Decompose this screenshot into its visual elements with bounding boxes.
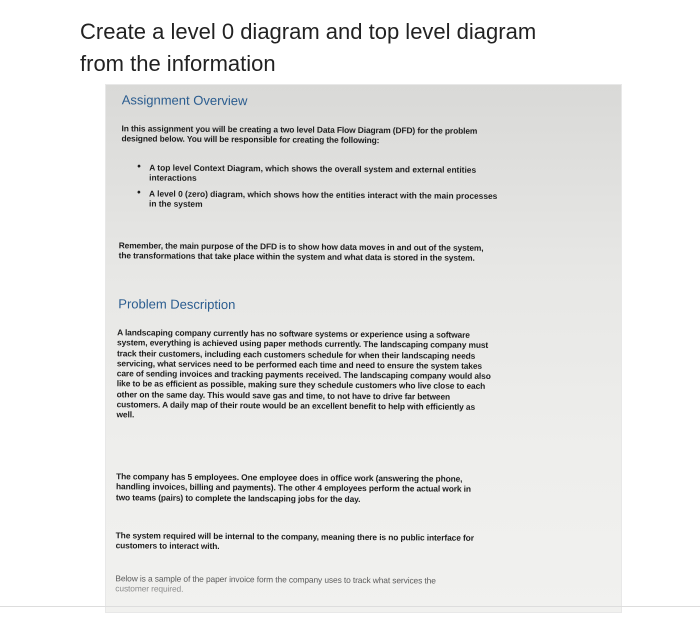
bullet-line: interactions xyxy=(149,172,197,184)
problem-line: care of sending invoices and tracking payments received. The landscaping company would also xyxy=(116,368,491,382)
remember-line: Remember, the main purpose of the DFD is to show how data moves in and out of the system, xyxy=(118,240,484,253)
problem-line: The system required will be internal to the company, meaning there is no public interface for xyxy=(115,530,474,543)
divider xyxy=(0,606,700,607)
photo-content xyxy=(106,85,621,612)
problem-line: servicing, what services need to be performed each time and need to ensure the system takes xyxy=(116,358,483,371)
problem-line: system, everything is achieved using paper methods currently. The landscaping company must xyxy=(117,337,489,351)
question-line-2: from the information xyxy=(80,51,276,76)
bullet-icon: • xyxy=(137,187,141,199)
problem-line: two teams (pairs) to complete the landscaping jobs for the day. xyxy=(115,491,361,504)
problem-line: Below is a sample of the paper invoice form the company uses to track what services the xyxy=(115,573,436,586)
deliverables-list xyxy=(137,162,607,216)
intro-line: designed below. You will be responsible for creating the following: xyxy=(121,133,380,146)
problem-paragraph-2 xyxy=(116,471,471,504)
intro-line: In this assignment you will be creating a two level Data Flow Diagram (DFD) for the problem xyxy=(121,123,478,136)
problem-line: customer required. xyxy=(115,583,184,595)
remember-paragraph xyxy=(119,240,484,263)
problem-line: handling invoices, billing and payments). The other 4 employees perform the actual work in xyxy=(115,481,471,495)
problem-paragraph-4 xyxy=(115,573,436,596)
problem-line: track their customers, including each customers schedule for when their landscaping needs xyxy=(116,347,476,361)
problem-description-heading: Problem Description xyxy=(118,296,236,313)
bullet-line: in the system xyxy=(148,198,203,209)
problem-line: customers. A daily map of their route would be an excellent benefit to help with efficiently as xyxy=(116,399,476,412)
problem-line: other on the same day. This would save gas and time, to not have to drive far between xyxy=(116,389,451,402)
bullet-icon: • xyxy=(137,161,141,173)
remember-line: the transformations that take place within the system and what data is stored in the system. xyxy=(118,250,475,264)
list-item xyxy=(137,162,607,186)
problem-line: well. xyxy=(116,409,135,420)
problem-line: A landscaping company currently has no software systems or experience using a software xyxy=(117,327,470,340)
question-line-1: Create a level 0 diagram and top level diagram xyxy=(80,19,537,44)
problem-line: customers to interact with. xyxy=(115,540,220,552)
problem-paragraph-1 xyxy=(116,327,491,422)
problem-line: like to be as efficient as possible, making sure they schedule customers who live close to each xyxy=(116,378,486,392)
assignment-photo xyxy=(106,85,621,612)
question-text xyxy=(80,16,640,80)
problem-line: The company has 5 employees. One employee does in office work (answering the phone, xyxy=(116,471,463,484)
bullet-line: A top level Context Diagram, which shows the overall system and external entities xyxy=(149,162,477,175)
problem-paragraph-3 xyxy=(116,530,474,553)
list-item xyxy=(137,188,607,212)
bullet-line: A level 0 (zero) diagram, which shows how the entities interact with the main processes xyxy=(149,188,498,201)
assignment-intro xyxy=(121,123,477,146)
assignment-overview-heading: Assignment Overview xyxy=(121,92,248,109)
